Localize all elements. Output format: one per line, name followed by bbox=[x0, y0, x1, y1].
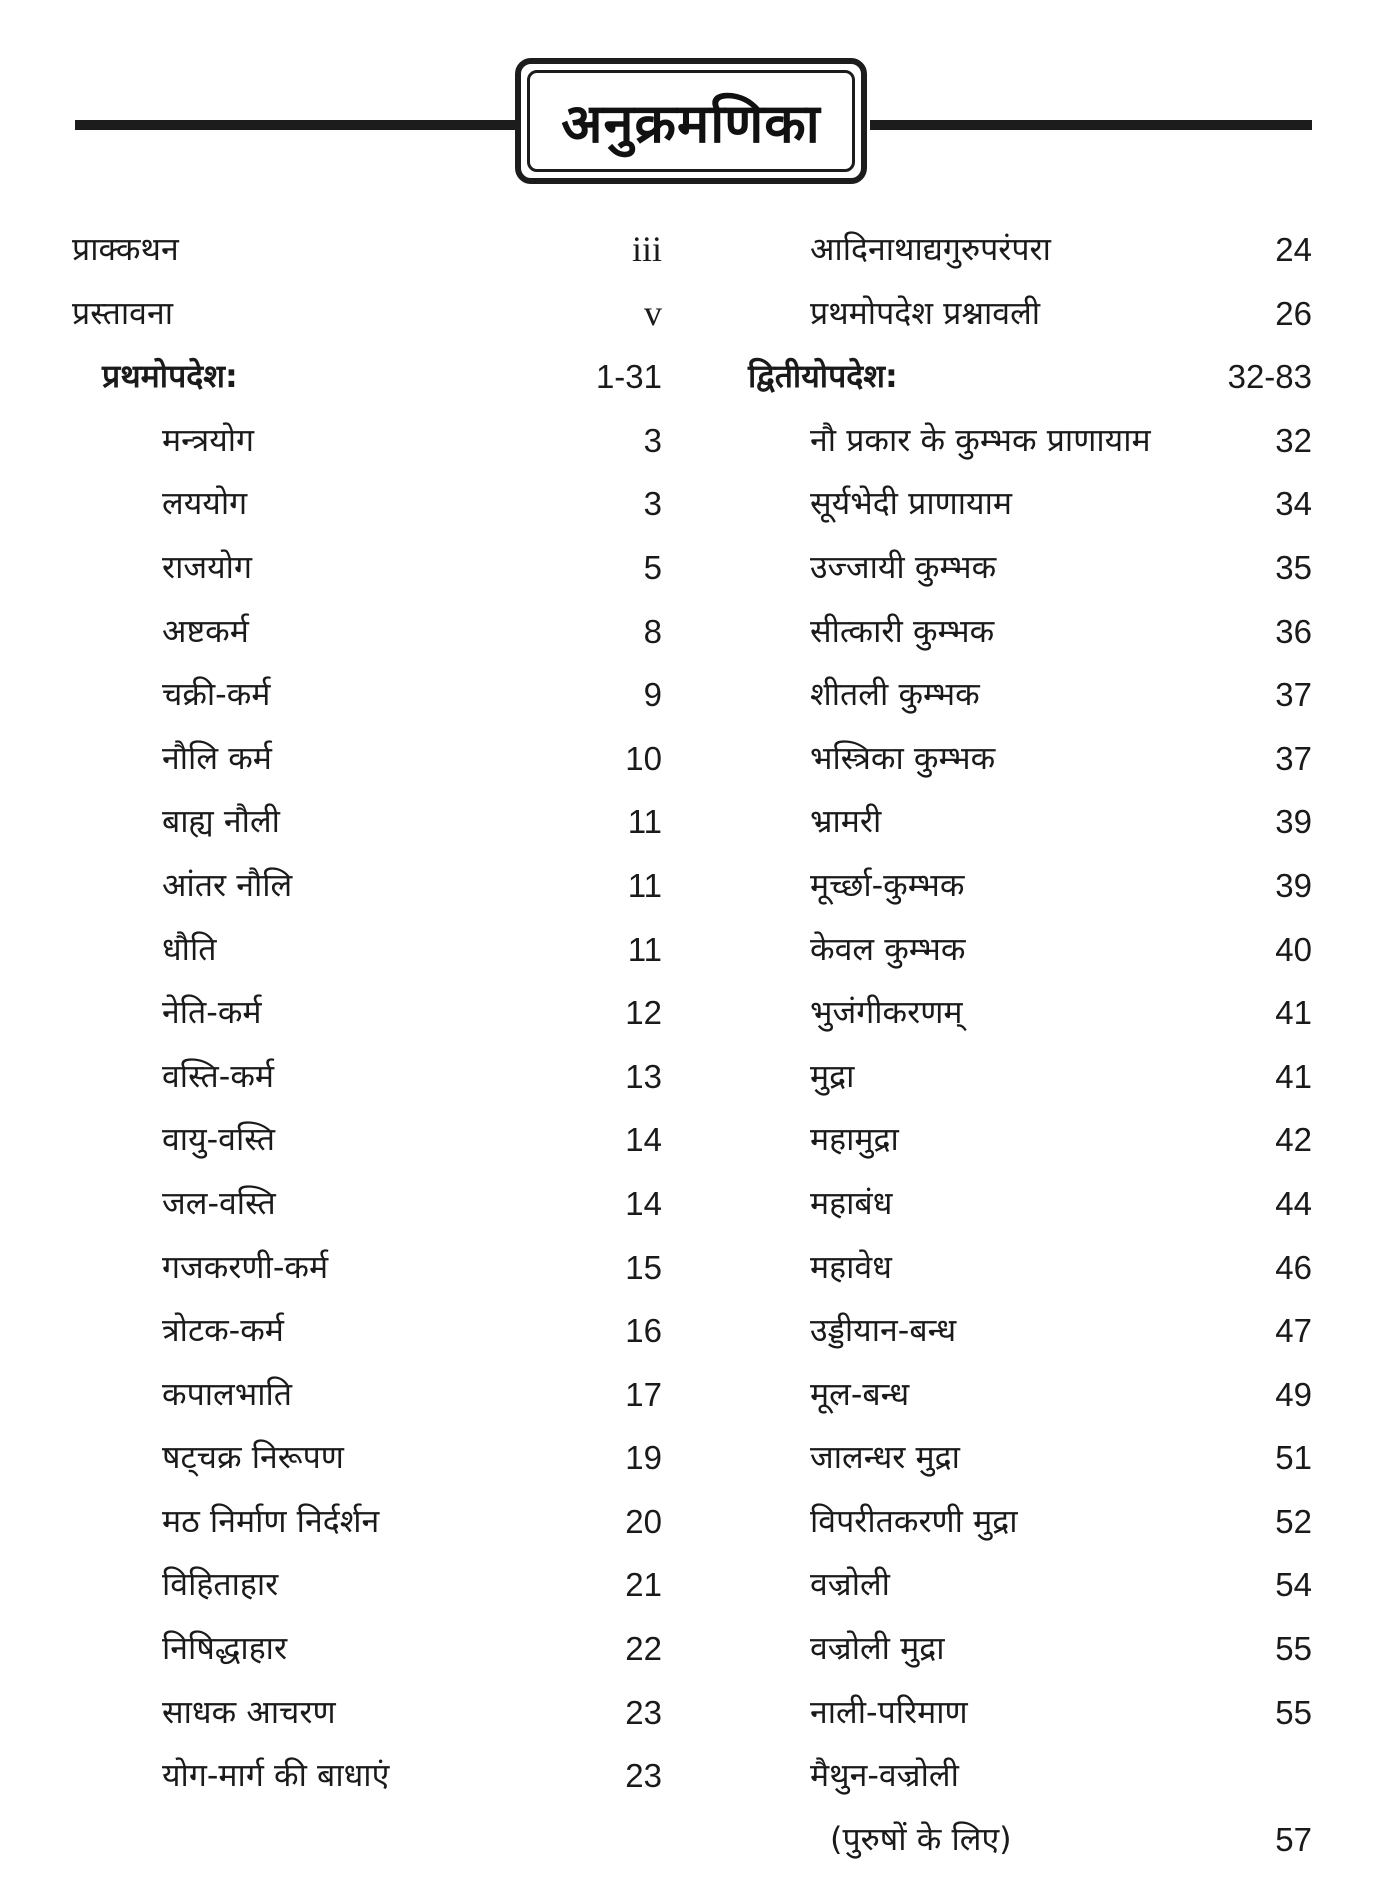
toc-entry-page: 37 bbox=[1275, 676, 1312, 714]
toc-left-column bbox=[72, 218, 662, 1808]
toc-entry-label: अष्टकर्म bbox=[162, 611, 249, 650]
toc-entry-page: 39 bbox=[1275, 866, 1312, 904]
toc-entry-page: 21 bbox=[625, 1566, 662, 1604]
toc-entry-label: साधक आचरण bbox=[162, 1692, 336, 1731]
toc-entry-label: वायु-वस्ति bbox=[162, 1120, 275, 1159]
toc-entry-label: धौति bbox=[162, 929, 217, 968]
toc-entry-page: 9 bbox=[643, 676, 662, 714]
page-title: अनुक्रमणिका bbox=[561, 92, 821, 155]
toc-entry bbox=[800, 472, 1312, 536]
header-rule-left bbox=[75, 120, 515, 130]
toc-entry-page: 40 bbox=[1275, 930, 1312, 968]
toc-entry-label: जालन्धर मुद्रा bbox=[810, 1438, 960, 1477]
toc-entry-label: वस्ति-कर्म bbox=[162, 1056, 275, 1095]
toc-entry-page: 23 bbox=[625, 1757, 662, 1795]
toc-entry-page: 1-31 bbox=[595, 358, 662, 396]
toc-entry-page: 17 bbox=[625, 1375, 662, 1413]
toc-entry bbox=[72, 1108, 662, 1172]
toc-entry-page: 39 bbox=[1275, 803, 1312, 841]
toc-entry-page: 49 bbox=[1275, 1375, 1312, 1413]
toc-entry-page: 20 bbox=[625, 1502, 662, 1540]
toc-entry bbox=[72, 472, 662, 536]
toc-entry-page: 41 bbox=[1275, 994, 1312, 1032]
toc-entry-page: 36 bbox=[1275, 612, 1312, 650]
toc-entry bbox=[800, 854, 1312, 918]
toc-entry-label: भ्रामरी bbox=[810, 802, 882, 841]
toc-entry-page: 51 bbox=[1275, 1439, 1312, 1477]
toc-entry bbox=[72, 1172, 662, 1236]
toc-entry-page: 24 bbox=[1275, 231, 1312, 268]
toc-entry bbox=[800, 1363, 1312, 1427]
toc-entry-label: निषिद्धाहार bbox=[162, 1629, 288, 1668]
toc-entry-page: 10 bbox=[625, 739, 662, 777]
toc-entry-page: 11 bbox=[627, 803, 662, 841]
toc-entry-label: नौलि कर्म bbox=[162, 738, 272, 777]
toc-entry bbox=[800, 1808, 1312, 1872]
toc-entry-page: 52 bbox=[1275, 1502, 1312, 1540]
toc-entry-page: 3 bbox=[643, 421, 662, 459]
toc-entry-page: 13 bbox=[625, 1057, 662, 1095]
toc-entry-page: 19 bbox=[625, 1439, 662, 1477]
toc-entry-label: नेति-कर्म bbox=[162, 993, 262, 1032]
toc-entry-label: प्रथमोपदेश प्रश्नावली bbox=[810, 293, 1041, 332]
toc-entry-page: 14 bbox=[625, 1121, 662, 1159]
toc-entry-page: 55 bbox=[1275, 1630, 1312, 1668]
toc-entry-label: उड्डीयान-बन्ध bbox=[810, 1311, 957, 1350]
toc-entry bbox=[800, 1681, 1312, 1745]
toc-entry-page: 34 bbox=[1275, 485, 1312, 523]
toc-entry bbox=[72, 918, 662, 982]
toc-entry-label: भस्त्रिका कुम्भक bbox=[810, 738, 996, 777]
toc-entry bbox=[72, 727, 662, 791]
toc-entry bbox=[72, 600, 662, 664]
toc-entry-label: गजकरणी-कर्म bbox=[162, 1247, 329, 1286]
toc-entry bbox=[800, 981, 1312, 1045]
toc-entry-label: मुद्रा bbox=[810, 1056, 855, 1095]
toc-entry bbox=[72, 663, 662, 727]
toc-entry-label: उज्जायी कुम्भक bbox=[810, 547, 997, 586]
toc-entry-label: केवल कुम्भक bbox=[810, 929, 966, 968]
toc-entry-label: प्रथमोपदेश: bbox=[102, 357, 238, 396]
toc-entry-page: 11 bbox=[627, 866, 662, 904]
toc-entry bbox=[800, 1490, 1312, 1554]
toc-entry-page: 8 bbox=[643, 612, 662, 650]
toc-entry-page: v bbox=[644, 292, 662, 333]
toc-right-column bbox=[748, 218, 1312, 1871]
toc-entry-label: लययोग bbox=[162, 484, 248, 523]
toc-entry-page: 16 bbox=[625, 1312, 662, 1350]
toc-entry bbox=[800, 1236, 1312, 1300]
toc-entry bbox=[72, 1553, 662, 1617]
toc-entry-label: महाबंध bbox=[810, 1183, 893, 1222]
toc-entry bbox=[800, 600, 1312, 664]
toc-entry bbox=[72, 345, 662, 409]
toc-entry bbox=[800, 1299, 1312, 1363]
toc-entry-page: 46 bbox=[1275, 1248, 1312, 1286]
toc-entry-page: 12 bbox=[625, 994, 662, 1032]
toc-entry-label: द्वितीयोपदेश: bbox=[748, 357, 898, 396]
toc-entry-label: कपालभाति bbox=[162, 1374, 293, 1413]
toc-entry bbox=[72, 790, 662, 854]
toc-entry-page: 41 bbox=[1275, 1057, 1312, 1095]
toc-entry-page: 15 bbox=[625, 1248, 662, 1286]
toc-entry bbox=[800, 918, 1312, 982]
toc-entry-label: प्राक्कथन bbox=[72, 230, 179, 268]
toc-entry-label: महामुद्रा bbox=[810, 1120, 899, 1159]
toc-entry-page: 22 bbox=[625, 1630, 662, 1668]
toc-entry-label: विहिताहार bbox=[162, 1565, 279, 1604]
toc-entry bbox=[72, 1236, 662, 1300]
toc-entry bbox=[800, 1744, 1312, 1808]
toc-entry-label: आंतर नौलि bbox=[162, 865, 293, 904]
toc-entry-label: भुजंगीकरणम् bbox=[810, 993, 963, 1032]
toc-entry-label: मूर्च्छा-कुम्भक bbox=[810, 865, 965, 904]
toc-entry-page: 57 bbox=[1275, 1820, 1312, 1858]
toc-entry-label: (पुरुषों के लिए) bbox=[830, 1819, 1012, 1858]
toc-entry bbox=[72, 218, 662, 282]
toc-entry bbox=[72, 409, 662, 473]
toc-entry-label: मन्त्रयोग bbox=[162, 420, 255, 459]
toc-entry-label: मठ निर्माण निर्दर्शन bbox=[162, 1501, 380, 1540]
toc-entry-label: शीतली कुम्भक bbox=[810, 675, 980, 714]
toc-entry bbox=[800, 663, 1312, 727]
toc-entry-page: 47 bbox=[1275, 1312, 1312, 1350]
toc-entry-page: iii bbox=[631, 229, 662, 269]
toc-entry-page: 26 bbox=[1275, 294, 1312, 332]
toc-entry bbox=[72, 282, 662, 346]
toc-entry bbox=[72, 1490, 662, 1554]
toc-entry-page: 44 bbox=[1275, 1184, 1312, 1222]
toc-entry-page: 11 bbox=[627, 930, 662, 968]
toc-entry-label: राजयोग bbox=[162, 547, 252, 586]
toc-entry-page: 32 bbox=[1275, 421, 1312, 459]
toc-entry bbox=[72, 1045, 662, 1109]
toc-entry bbox=[72, 1299, 662, 1363]
toc-entry-page: 14 bbox=[625, 1184, 662, 1222]
toc-entry bbox=[72, 536, 662, 600]
toc-entry bbox=[800, 1426, 1312, 1490]
toc-entry bbox=[800, 1108, 1312, 1172]
toc-entry-label: आदिनाथाद्यगुरुपरंपरा bbox=[810, 230, 1051, 268]
toc-entry bbox=[72, 854, 662, 918]
toc-entry-label: चक्री-कर्म bbox=[162, 675, 271, 714]
toc-entry bbox=[72, 1617, 662, 1681]
toc-entry-page: 23 bbox=[625, 1693, 662, 1731]
toc-entry bbox=[800, 1553, 1312, 1617]
toc-entry bbox=[748, 345, 1312, 409]
toc-entry bbox=[800, 1172, 1312, 1236]
toc-entry bbox=[800, 790, 1312, 854]
toc-entry bbox=[800, 282, 1312, 346]
toc-entry-label: मैथुन-वज्रोली bbox=[810, 1756, 959, 1795]
toc-entry-label: वज्रोली bbox=[810, 1565, 890, 1604]
toc-entry-label: जल-वस्ति bbox=[162, 1183, 276, 1222]
toc-entry-label: सीत्कारी कुम्भक bbox=[810, 611, 995, 650]
toc-entry bbox=[72, 1426, 662, 1490]
toc-entry bbox=[800, 727, 1312, 791]
toc-entry-label: वज्रोली मुद्रा bbox=[810, 1629, 945, 1668]
toc-entry-label: नौ प्रकार के कुम्भक प्राणायाम bbox=[810, 420, 1151, 459]
toc-entry-page: 55 bbox=[1275, 1693, 1312, 1731]
header-rule-right bbox=[870, 120, 1312, 130]
toc-entry-label: प्रस्तावना bbox=[72, 293, 174, 332]
toc-entry-label: षट्चक्र निरूपण bbox=[162, 1438, 344, 1477]
toc-entry-label: सूर्यभेदी प्राणायाम bbox=[810, 484, 1013, 523]
toc-entry-page: 32-83 bbox=[1227, 358, 1312, 396]
toc-entry-label: मूल-बन्ध bbox=[810, 1374, 910, 1413]
toc-entry bbox=[800, 1617, 1312, 1681]
toc-entry bbox=[72, 1744, 662, 1808]
toc-entry-label: महावेध bbox=[810, 1247, 892, 1286]
toc-entry bbox=[72, 1681, 662, 1745]
toc-entry-page: 54 bbox=[1275, 1566, 1312, 1604]
toc-entry-page: 35 bbox=[1275, 548, 1312, 586]
toc-entry-label: नाली-परिमाण bbox=[810, 1692, 968, 1731]
toc-entry-label: विपरीतकरणी मुद्रा bbox=[810, 1501, 1018, 1540]
toc-entry bbox=[800, 218, 1312, 282]
toc-entry-page: 3 bbox=[643, 485, 662, 523]
toc-entry bbox=[800, 409, 1312, 473]
toc-entry-label: बाह्य नौली bbox=[162, 802, 280, 841]
toc-entry-label: त्रोटक-कर्म bbox=[162, 1311, 284, 1350]
title-frame bbox=[515, 58, 867, 184]
toc-entry-page: 37 bbox=[1275, 739, 1312, 777]
toc-entry bbox=[72, 1363, 662, 1427]
toc-entry bbox=[800, 536, 1312, 600]
title-inner-frame bbox=[527, 70, 855, 172]
toc-entry bbox=[72, 981, 662, 1045]
toc-entry bbox=[800, 1045, 1312, 1109]
toc-entry-page: 5 bbox=[643, 548, 662, 586]
toc-entry-page: 42 bbox=[1275, 1121, 1312, 1159]
toc-entry-label: योग-मार्ग की बाधाएं bbox=[162, 1756, 390, 1795]
